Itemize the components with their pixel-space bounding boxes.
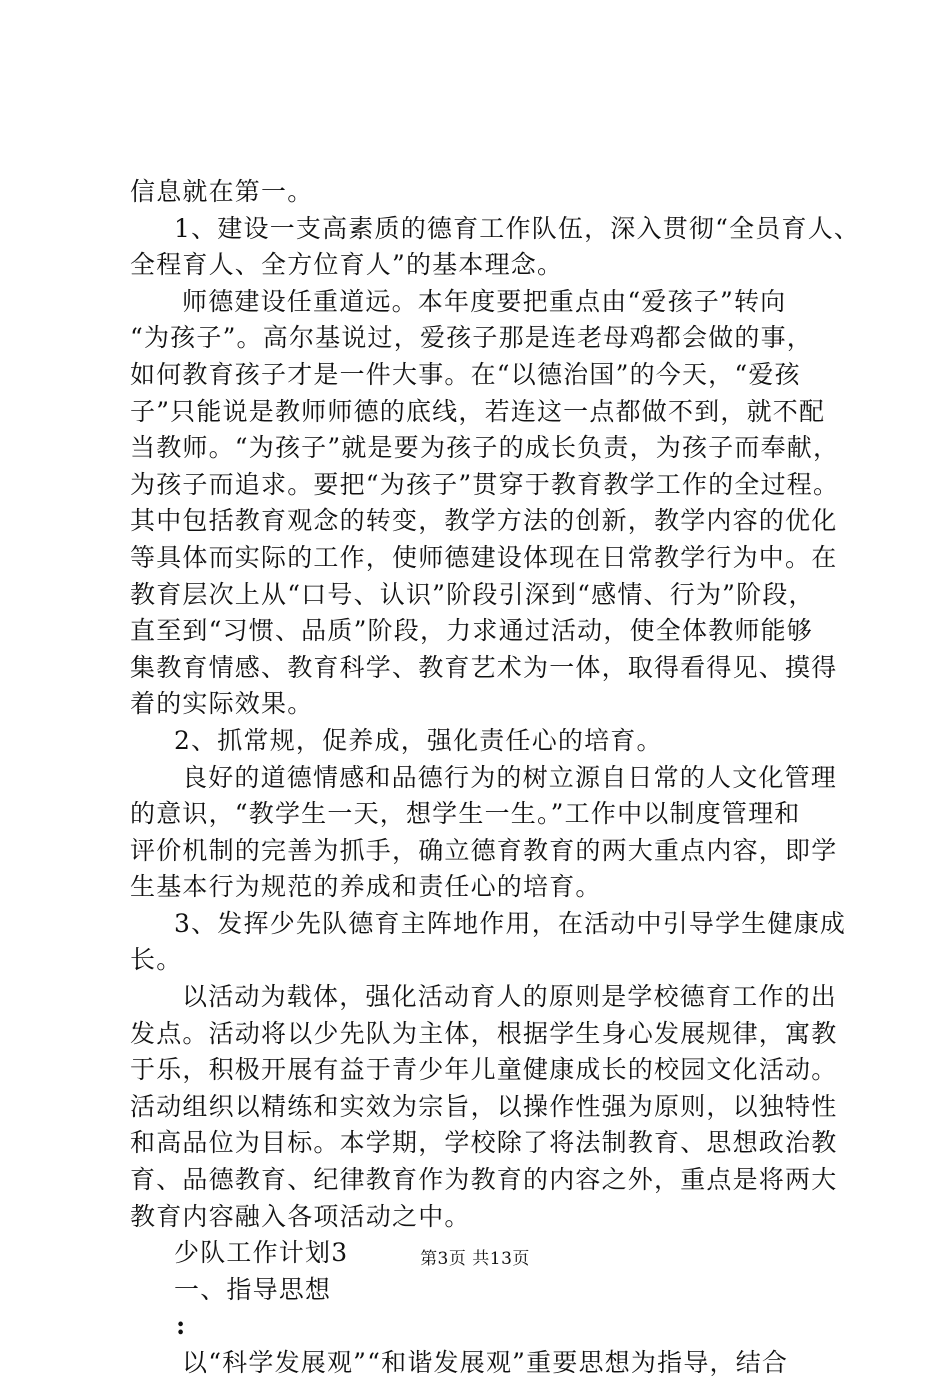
text-line: 评价机制的完善为抓手，确立德育教育的两大重点内容，即学 bbox=[130, 835, 838, 865]
document-body bbox=[130, 174, 861, 1382]
page-number-footer: 第3页 共13页 bbox=[420, 1249, 530, 1269]
text-line: 3、发挥少先队德育主阵地作用，在活动中引导学生健康成 bbox=[174, 908, 847, 938]
text-line: 2、抓常规，促养成，强化责任心的培育。 bbox=[174, 725, 663, 755]
text-line: 为孩子而追求。要把“为孩子”贯穿于教育教学工作的全过程。 bbox=[130, 469, 840, 499]
text-line: 良好的道德情感和品德行为的树立源自日常的人文化管理 bbox=[182, 762, 838, 792]
text-line: 一、指导思想 bbox=[174, 1274, 332, 1304]
text-line: : bbox=[176, 1311, 187, 1341]
text-line: 集教育情感、教育科学、教育艺术为一体，取得看得见、摸得 bbox=[130, 652, 838, 682]
text-line: 子”只能说是教师师德的底线，若连这一点都做不到，就不配 bbox=[130, 396, 826, 426]
text-line: 和高品位为目标。本学期，学校除了将法制教育、思想政治教 bbox=[130, 1128, 838, 1158]
text-line: 发点。活动将以少先队为主体，根据学生身心发展规律，寓教 bbox=[130, 1018, 838, 1048]
text-line: 生基本行为规范的养成和责任心的培育。 bbox=[130, 872, 602, 902]
text-line: 直至到“习惯、品质”阶段，力求通过活动，使全体教师能够 bbox=[130, 616, 813, 646]
text-line: 育、品德教育、纪律教育作为教育的内容之外，重点是将两大 bbox=[130, 1165, 838, 1195]
text-line: 教育层次上从“口号、认识”阶段引深到“感情、行为”阶段， bbox=[130, 579, 815, 609]
text-line: 长。 bbox=[130, 945, 183, 975]
text-line: 如何教育孩子才是一件大事。在“以德治国”的今天，“爱孩 bbox=[130, 359, 801, 389]
text-line: 信息就在第一。 bbox=[130, 177, 314, 206]
text-line: 教育内容融入各项活动之中。 bbox=[130, 1201, 471, 1231]
text-line: 的意识，“教学生一天，想学生一生。”工作中以制度管理和 bbox=[130, 799, 801, 829]
text-line: 等具体而实际的工作，使师德建设体现在日常教学行为中。在 bbox=[130, 542, 838, 572]
text-line: 师德建设任重道远。本年度要把重点由“爱孩子”转向 bbox=[182, 286, 787, 316]
text-line: “为孩子”。高尔基说过，爱孩子那是连老母鸡都会做的事， bbox=[130, 323, 813, 353]
text-line: 于乐，积极开展有益于青少年儿童健康成长的校园文化活动。 bbox=[130, 1055, 838, 1085]
text-line: 全程育人、全方位育人”的基本理念。 bbox=[130, 250, 564, 280]
text-line: 以活动为载体，强化活动育人的原则是学校德育工作的出 bbox=[182, 982, 838, 1012]
text-line: 着的实际效果。 bbox=[130, 689, 314, 719]
text-line: 少队工作计划3 bbox=[174, 1238, 349, 1268]
text-line: 当教师。“为孩子”就是要为孩子的成长负责，为孩子而奉献， bbox=[130, 433, 840, 463]
text-line: 其中包括教育观念的转变，教学方法的创新，教学内容的优化 bbox=[130, 506, 838, 536]
text-line: 1、建设一支高素质的德育工作队伍，深入贯彻“全员育人、 bbox=[174, 213, 861, 243]
text-line: 活动组织以精练和实效为宗旨，以操作性强为原则，以独特性 bbox=[130, 1091, 838, 1121]
text-line: 以“科学发展观”“和谐发展观”重要思想为指导，结合 bbox=[182, 1348, 789, 1377]
